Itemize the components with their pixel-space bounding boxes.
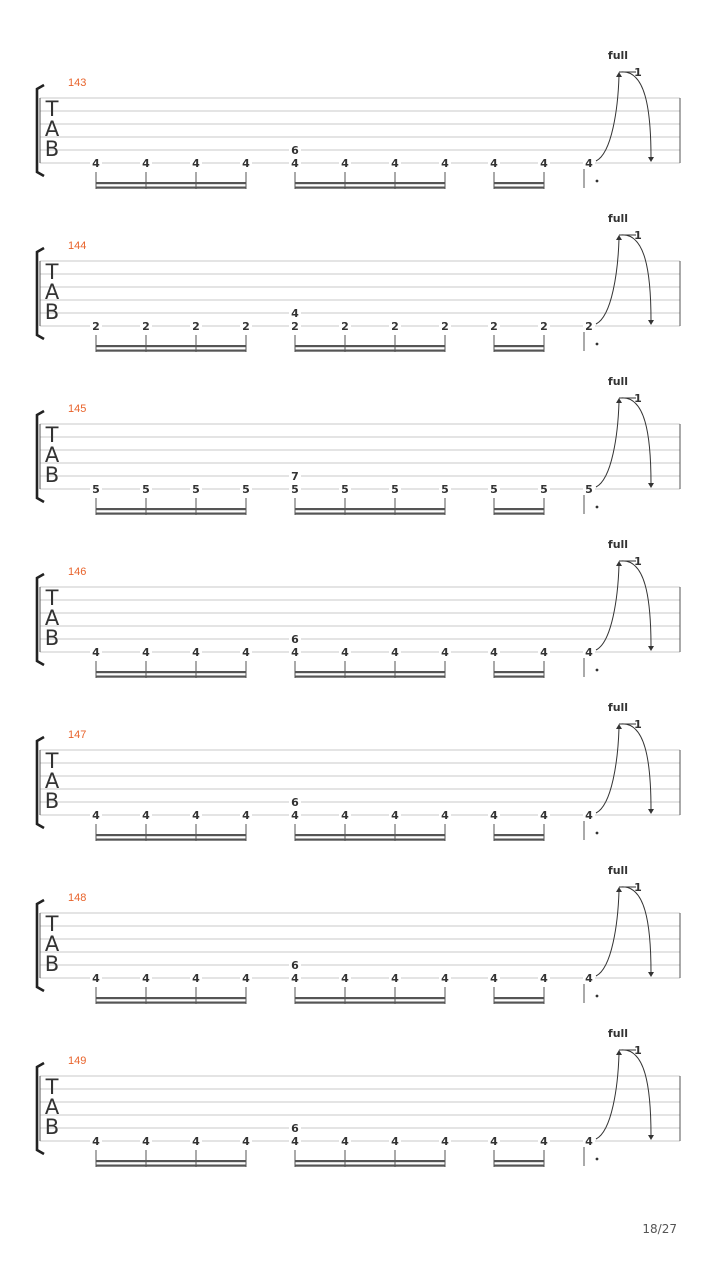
- fret-number: 4: [142, 972, 150, 985]
- fret-number: 5: [441, 483, 449, 496]
- rhythm-dot: [596, 180, 599, 183]
- fret-number: 4: [142, 157, 150, 170]
- fret-number: 2: [341, 320, 349, 333]
- fret-number: 4: [242, 646, 250, 659]
- bend-label: full: [607, 1027, 629, 1040]
- fret-number: 4: [391, 157, 399, 170]
- fret-number: 4: [142, 646, 150, 659]
- release-curve: [621, 1050, 651, 1136]
- beam: [494, 345, 544, 347]
- bend-label: full: [607, 538, 629, 551]
- fret-number: 2: [540, 320, 548, 333]
- tab-system: [37, 701, 680, 841]
- fret-number: 4: [391, 646, 399, 659]
- beam: [494, 182, 544, 184]
- measure-number: 144: [68, 240, 87, 252]
- fret-number: 4: [540, 972, 548, 985]
- fret-number: 2: [142, 320, 150, 333]
- fret-number: 5: [192, 483, 200, 496]
- tab-clef-t: T: [45, 586, 59, 610]
- fret-number: 4: [585, 972, 593, 985]
- beam: [96, 839, 246, 841]
- tab-clef-a: A: [44, 769, 60, 793]
- fret-number: 5: [341, 483, 349, 496]
- release-arrowhead: [648, 972, 654, 977]
- fret-number: 4: [291, 972, 299, 985]
- bend-amount: 1: [634, 555, 642, 568]
- release-arrowhead: [648, 483, 654, 488]
- bend-arrowhead: [616, 887, 622, 892]
- fret-number: 4: [291, 809, 299, 822]
- beam: [96, 997, 246, 999]
- bend-amount: 1: [634, 881, 642, 894]
- beam: [96, 182, 246, 184]
- tab-clef-t: T: [45, 912, 59, 936]
- tab-clef-a: A: [44, 117, 60, 141]
- beam: [494, 350, 544, 352]
- rhythm-dot: [596, 832, 599, 835]
- beam: [295, 345, 445, 347]
- tab-clef-a: A: [44, 280, 60, 304]
- beam: [494, 513, 544, 515]
- fret-number: 4: [585, 809, 593, 822]
- beam: [96, 1160, 246, 1162]
- beam: [494, 676, 544, 678]
- tab-system: [37, 49, 680, 189]
- fret-number: 4: [490, 809, 498, 822]
- fret-number: 4: [291, 157, 299, 170]
- beam: [295, 834, 445, 836]
- release-curve: [621, 724, 651, 810]
- beam: [295, 1165, 445, 1167]
- tab-system: [37, 375, 680, 515]
- measure-number: 149: [68, 1055, 87, 1067]
- bend-label: full: [607, 864, 629, 877]
- fret-number: 2: [585, 320, 593, 333]
- bend-curve: [596, 728, 619, 813]
- fret-number: 4: [192, 646, 200, 659]
- fret-number: 5: [391, 483, 399, 496]
- fret-number: 4: [490, 646, 498, 659]
- bend-amount: 1: [634, 718, 642, 731]
- beam: [295, 671, 445, 673]
- tab-clef-a: A: [44, 1095, 60, 1119]
- beam: [96, 345, 246, 347]
- beam: [96, 350, 246, 352]
- fret-number: 4: [490, 157, 498, 170]
- fret-number: 4: [441, 809, 449, 822]
- beam: [96, 1165, 246, 1167]
- fret-number: 4: [291, 646, 299, 659]
- fret-number: 4: [192, 1135, 200, 1148]
- fret-number: 4: [192, 972, 200, 985]
- tab-system: [37, 212, 680, 352]
- beam: [494, 997, 544, 999]
- fret-number: 4: [585, 157, 593, 170]
- bend-curve: [596, 402, 619, 487]
- bend-curve: [596, 76, 619, 161]
- tab-clef-t: T: [45, 260, 59, 284]
- tab-system: [37, 1027, 680, 1167]
- fret-number: 4: [441, 646, 449, 659]
- fret-number: 4: [291, 1135, 299, 1148]
- bend-amount: 1: [634, 1044, 642, 1057]
- fret-number: 4: [142, 809, 150, 822]
- beam: [494, 839, 544, 841]
- tab-clef-a: A: [44, 606, 60, 630]
- fret-number: 4: [490, 1135, 498, 1148]
- measure-number: 143: [68, 77, 87, 89]
- bend-label: full: [607, 212, 629, 225]
- fret-number: 4: [192, 809, 200, 822]
- beam: [295, 1002, 445, 1004]
- fret-number: 6: [291, 796, 299, 809]
- tab-clef-t: T: [45, 423, 59, 447]
- tab-system: [37, 864, 680, 1004]
- release-curve: [621, 398, 651, 484]
- rhythm-dot: [596, 343, 599, 346]
- fret-number: 4: [490, 972, 498, 985]
- release-curve: [621, 72, 651, 158]
- release-arrowhead: [648, 809, 654, 814]
- fret-number: 4: [540, 157, 548, 170]
- fret-number: 4: [540, 646, 548, 659]
- fret-number: 2: [192, 320, 200, 333]
- fret-number: 4: [341, 157, 349, 170]
- beam: [494, 834, 544, 836]
- fret-number: 2: [242, 320, 250, 333]
- beam: [96, 508, 246, 510]
- fret-number: 4: [441, 157, 449, 170]
- bend-arrowhead: [616, 398, 622, 403]
- beam: [295, 839, 445, 841]
- bend-label: full: [607, 49, 629, 62]
- fret-number: 4: [92, 972, 100, 985]
- rhythm-dot: [596, 995, 599, 998]
- rhythm-dot: [596, 1158, 599, 1161]
- bend-curve: [596, 239, 619, 324]
- fret-number: 4: [341, 1135, 349, 1148]
- measure-number: 147: [68, 729, 87, 741]
- fret-number: 5: [540, 483, 548, 496]
- fret-number: 6: [291, 144, 299, 157]
- fret-number: 4: [92, 646, 100, 659]
- fret-number: 4: [540, 809, 548, 822]
- fret-number: 4: [391, 972, 399, 985]
- beam: [295, 187, 445, 189]
- fret-number: 4: [142, 1135, 150, 1148]
- bend-arrowhead: [616, 235, 622, 240]
- fret-number: 6: [291, 1122, 299, 1135]
- fret-number: 4: [192, 157, 200, 170]
- beam: [295, 997, 445, 999]
- fret-number: 5: [142, 483, 150, 496]
- fret-number: 4: [291, 307, 299, 320]
- beam: [96, 671, 246, 673]
- tab-clef-b: B: [44, 1115, 60, 1139]
- tab-clef-b: B: [44, 789, 60, 813]
- release-curve: [621, 235, 651, 321]
- fret-number: 4: [92, 1135, 100, 1148]
- fret-number: 4: [585, 646, 593, 659]
- tab-clef-t: T: [45, 749, 59, 773]
- bend-amount: 1: [634, 66, 642, 79]
- fret-number: 4: [441, 972, 449, 985]
- fret-number: 5: [490, 483, 498, 496]
- fret-number: 2: [441, 320, 449, 333]
- fret-number: 4: [242, 972, 250, 985]
- bend-curve: [596, 565, 619, 650]
- release-curve: [621, 561, 651, 647]
- tab-clef-a: A: [44, 443, 60, 467]
- fret-number: 4: [341, 809, 349, 822]
- release-arrowhead: [648, 646, 654, 651]
- tab-clef-b: B: [44, 463, 60, 487]
- release-curve: [621, 887, 651, 973]
- fret-number: 4: [92, 157, 100, 170]
- bend-amount: 1: [634, 229, 642, 242]
- fret-number: 4: [341, 646, 349, 659]
- beam: [96, 676, 246, 678]
- beam: [295, 350, 445, 352]
- fret-number: 5: [585, 483, 593, 496]
- fret-number: 2: [92, 320, 100, 333]
- beam: [494, 1165, 544, 1167]
- fret-number: 4: [441, 1135, 449, 1148]
- fret-number: 4: [391, 1135, 399, 1148]
- measure-number: 145: [68, 403, 87, 415]
- fret-number: 4: [585, 1135, 593, 1148]
- fret-number: 5: [92, 483, 100, 496]
- beam: [295, 676, 445, 678]
- fret-number: 6: [291, 633, 299, 646]
- beam: [494, 1002, 544, 1004]
- beam: [295, 508, 445, 510]
- fret-number: 4: [242, 1135, 250, 1148]
- fret-number: 6: [291, 959, 299, 972]
- tab-clef-b: B: [44, 952, 60, 976]
- bend-arrowhead: [616, 1050, 622, 1055]
- beam: [494, 508, 544, 510]
- beam: [494, 671, 544, 673]
- beam: [295, 182, 445, 184]
- bend-arrowhead: [616, 72, 622, 77]
- beam: [96, 834, 246, 836]
- release-arrowhead: [648, 1135, 654, 1140]
- tab-system: [37, 538, 680, 678]
- bend-curve: [596, 891, 619, 976]
- fret-number: 4: [540, 1135, 548, 1148]
- release-arrowhead: [648, 320, 654, 325]
- beam: [295, 1160, 445, 1162]
- tab-clef-b: B: [44, 137, 60, 161]
- beam: [96, 513, 246, 515]
- beam: [494, 187, 544, 189]
- fret-number: 4: [92, 809, 100, 822]
- tab-clef-t: T: [45, 97, 59, 121]
- tab-clef-b: B: [44, 300, 60, 324]
- bend-curve: [596, 1054, 619, 1139]
- measure-number: 148: [68, 892, 87, 904]
- beam: [96, 1002, 246, 1004]
- fret-number: 5: [291, 483, 299, 496]
- fret-number: 4: [242, 157, 250, 170]
- page-number: 18/27: [642, 1222, 677, 1236]
- fret-number: 7: [291, 470, 299, 483]
- fret-number: 2: [291, 320, 299, 333]
- rhythm-dot: [596, 506, 599, 509]
- bend-label: full: [607, 375, 629, 388]
- rhythm-dot: [596, 669, 599, 672]
- release-arrowhead: [648, 157, 654, 162]
- tab-clef-t: T: [45, 1075, 59, 1099]
- fret-number: 4: [391, 809, 399, 822]
- bend-label: full: [607, 701, 629, 714]
- bend-arrowhead: [616, 561, 622, 566]
- beam: [295, 513, 445, 515]
- tab-clef-b: B: [44, 626, 60, 650]
- fret-number: 4: [341, 972, 349, 985]
- fret-number: 5: [242, 483, 250, 496]
- fret-number: 2: [490, 320, 498, 333]
- bend-amount: 1: [634, 392, 642, 405]
- measure-number: 146: [68, 566, 87, 578]
- fret-number: 4: [242, 809, 250, 822]
- fret-number: 2: [391, 320, 399, 333]
- beam: [494, 1160, 544, 1162]
- bend-arrowhead: [616, 724, 622, 729]
- tab-clef-a: A: [44, 932, 60, 956]
- beam: [96, 187, 246, 189]
